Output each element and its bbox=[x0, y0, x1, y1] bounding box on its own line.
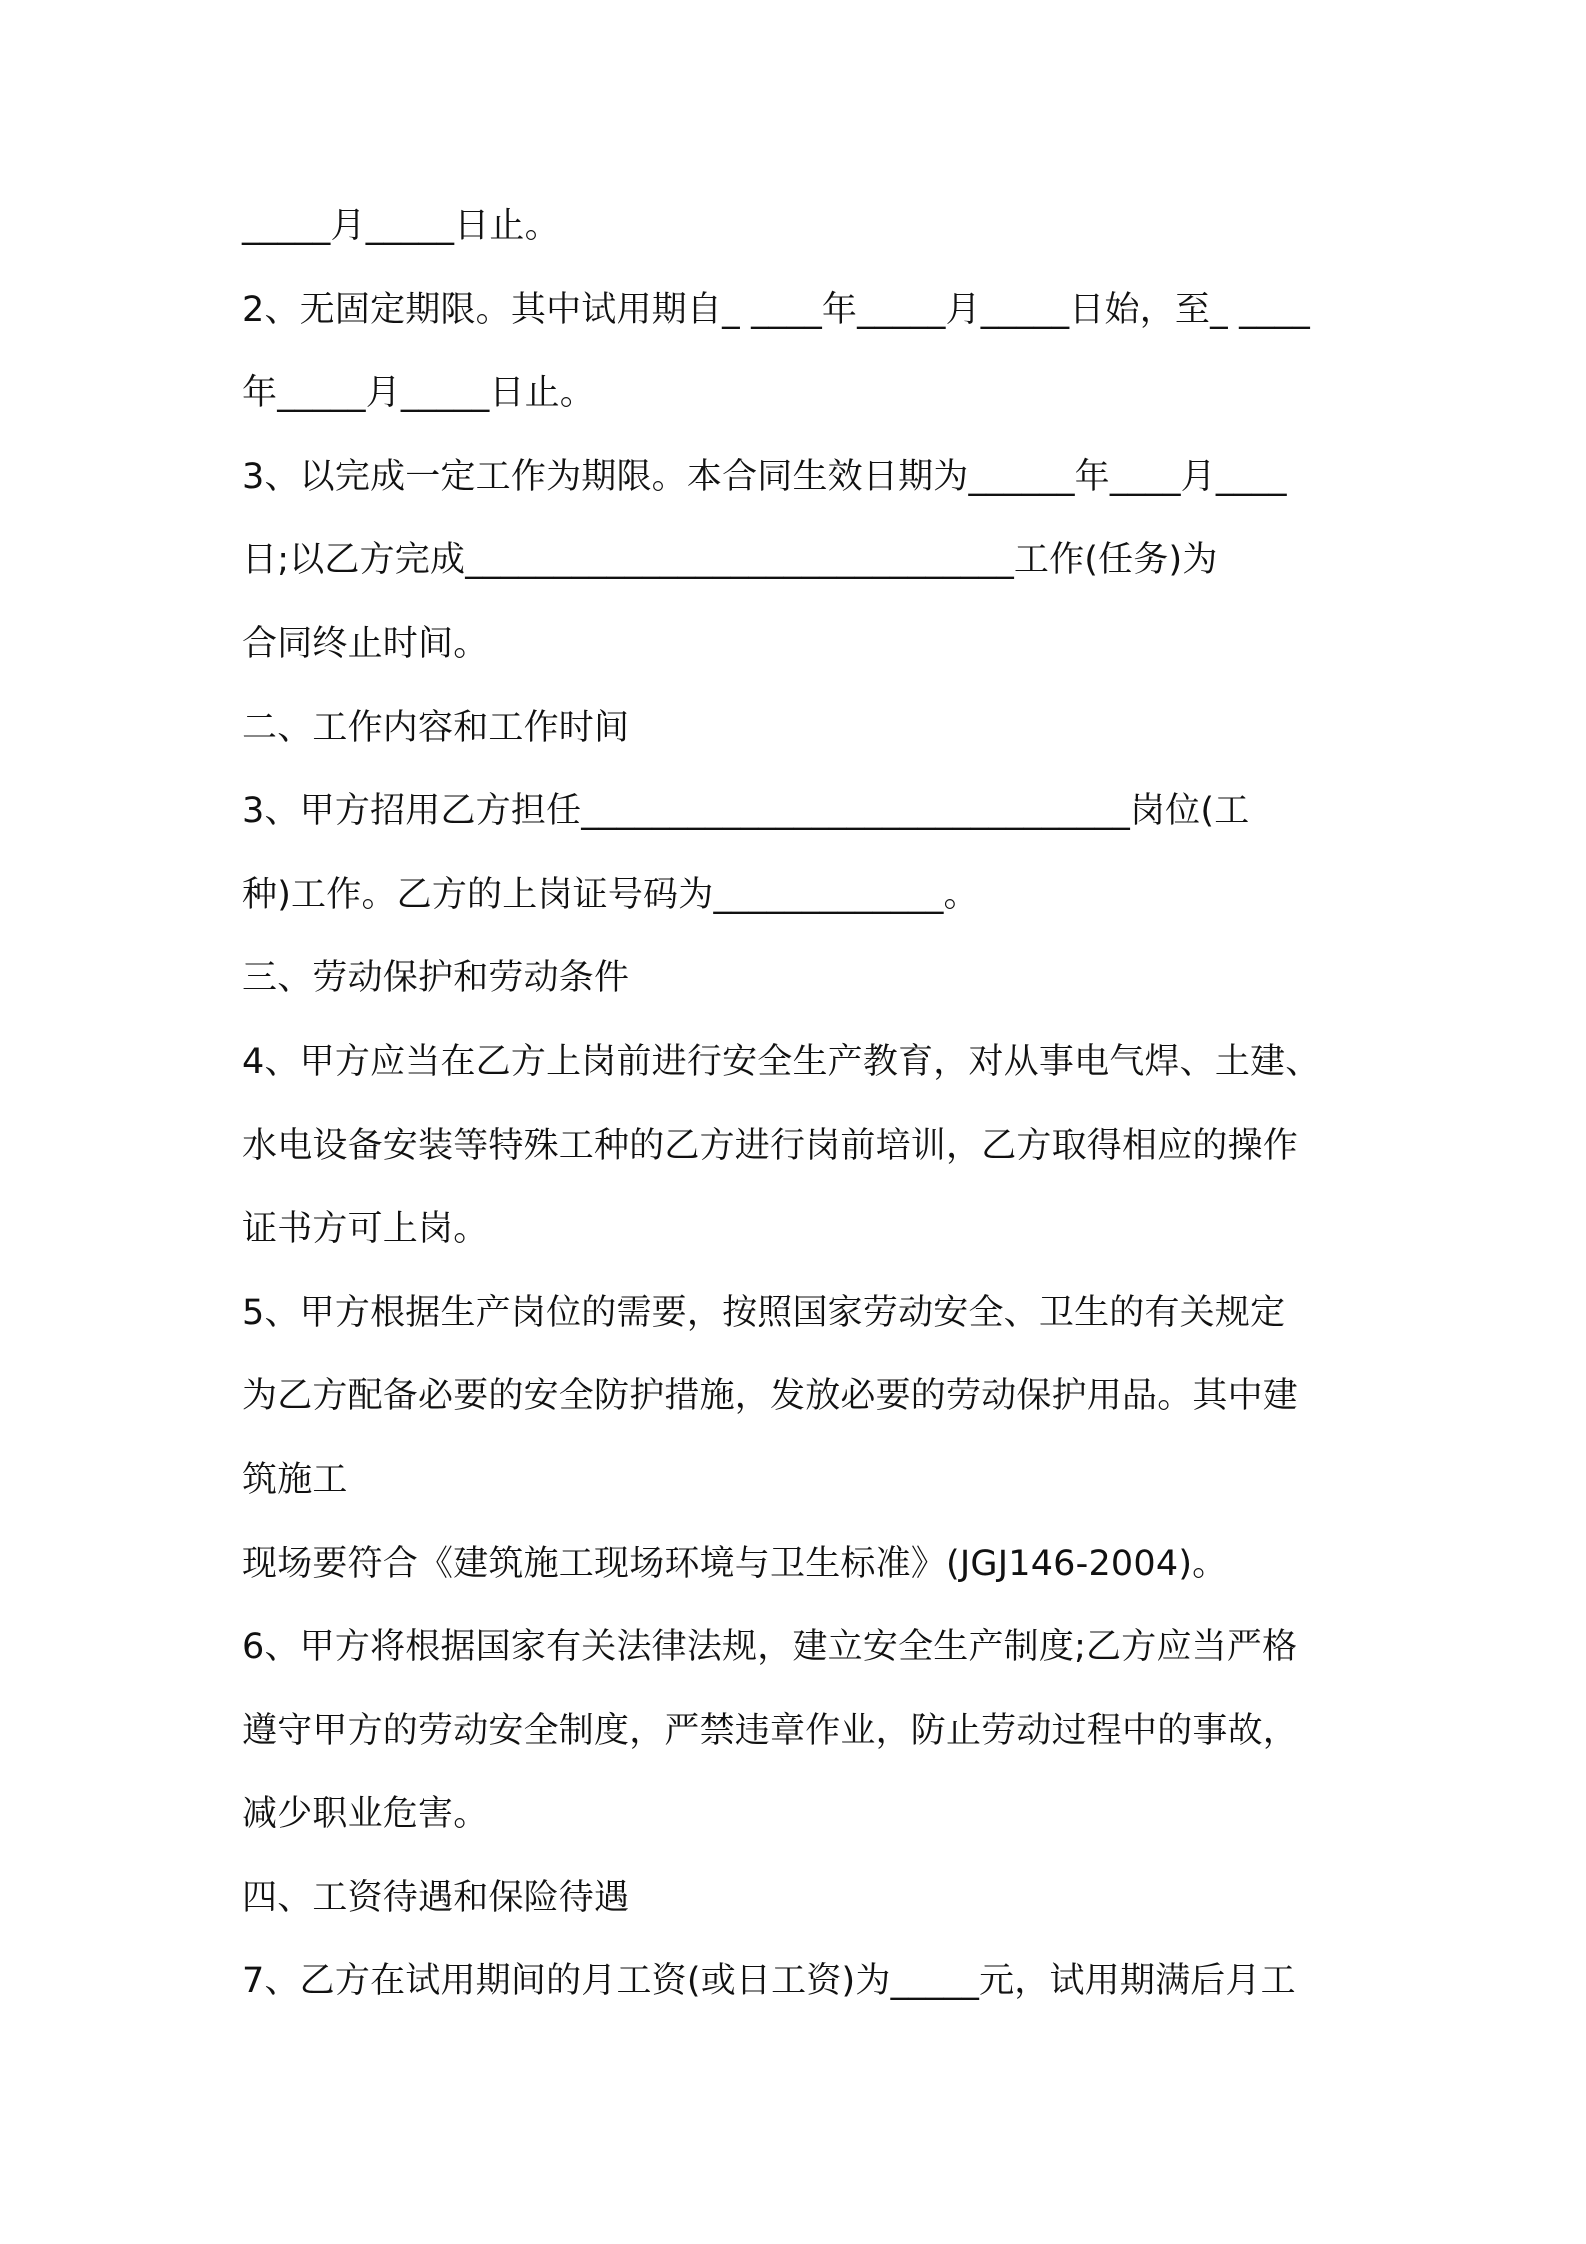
text-line: 4、甲方应当在乙方上岗前进行安全生产教育，对从事电气焊、土建、 bbox=[242, 1041, 1321, 1082]
text-line: 现场要符合《建筑施工现场环境与卫生标准》(JGJ146-2004)。 bbox=[242, 1543, 1228, 1584]
text-line: 合同终止时间。 bbox=[242, 623, 489, 664]
text-line: _____月_____日止。 bbox=[242, 206, 560, 246]
text-line: 5、甲方根据生产岗位的需要，按照国家劳动安全、卫生的有关规定 bbox=[242, 1292, 1286, 1333]
text-line: 年_____月_____日止。 bbox=[242, 373, 596, 414]
text-line: 筑施工 bbox=[242, 1459, 348, 1500]
section-heading: 二、工作内容和工作时间 bbox=[242, 707, 630, 748]
text-line: 遵守甲方的劳动安全制度，严禁违章作业，防止劳动过程中的事故， bbox=[242, 1710, 1299, 1751]
text-line: 2、无固定期限。其中试用期自_ ____年_____月_____日始，至_ ____ bbox=[242, 289, 1310, 330]
text-line: 7、乙方在试用期间的月工资(或日工资)为_____元，试用期满后月工 bbox=[242, 1961, 1296, 2002]
text-line: 为乙方配备必要的安全防护措施，发放必要的劳动保护用品。其中建 bbox=[242, 1376, 1299, 1417]
section-heading: 四、工资待遇和保险待遇 bbox=[242, 1877, 630, 1918]
text-line: 日;以乙方完成_______________________________工作(任务)为 bbox=[242, 540, 1218, 581]
text-line: 3、以完成一定工作为期限。本合同生效日期为______年____月____ bbox=[242, 456, 1287, 497]
section-heading: 三、劳动保护和劳动条件 bbox=[242, 958, 630, 999]
text-line: 水电设备安装等特殊工种的乙方进行岗前培训，乙方取得相应的操作 bbox=[242, 1125, 1299, 1166]
text-line: 3、甲方招用乙方担任_______________________________岗位(工 bbox=[242, 791, 1250, 832]
text-line: 6、甲方将根据国家有关法律法规，建立安全生产制度;乙方应当严格 bbox=[242, 1627, 1298, 1668]
text-line: 证书方可上岗。 bbox=[242, 1209, 489, 1250]
text-line: 种)工作。乙方的上岗证号码为_____________。 bbox=[242, 874, 979, 915]
text-line: 减少职业危害。 bbox=[242, 1794, 489, 1835]
document-body bbox=[242, 198, 1362, 2037]
